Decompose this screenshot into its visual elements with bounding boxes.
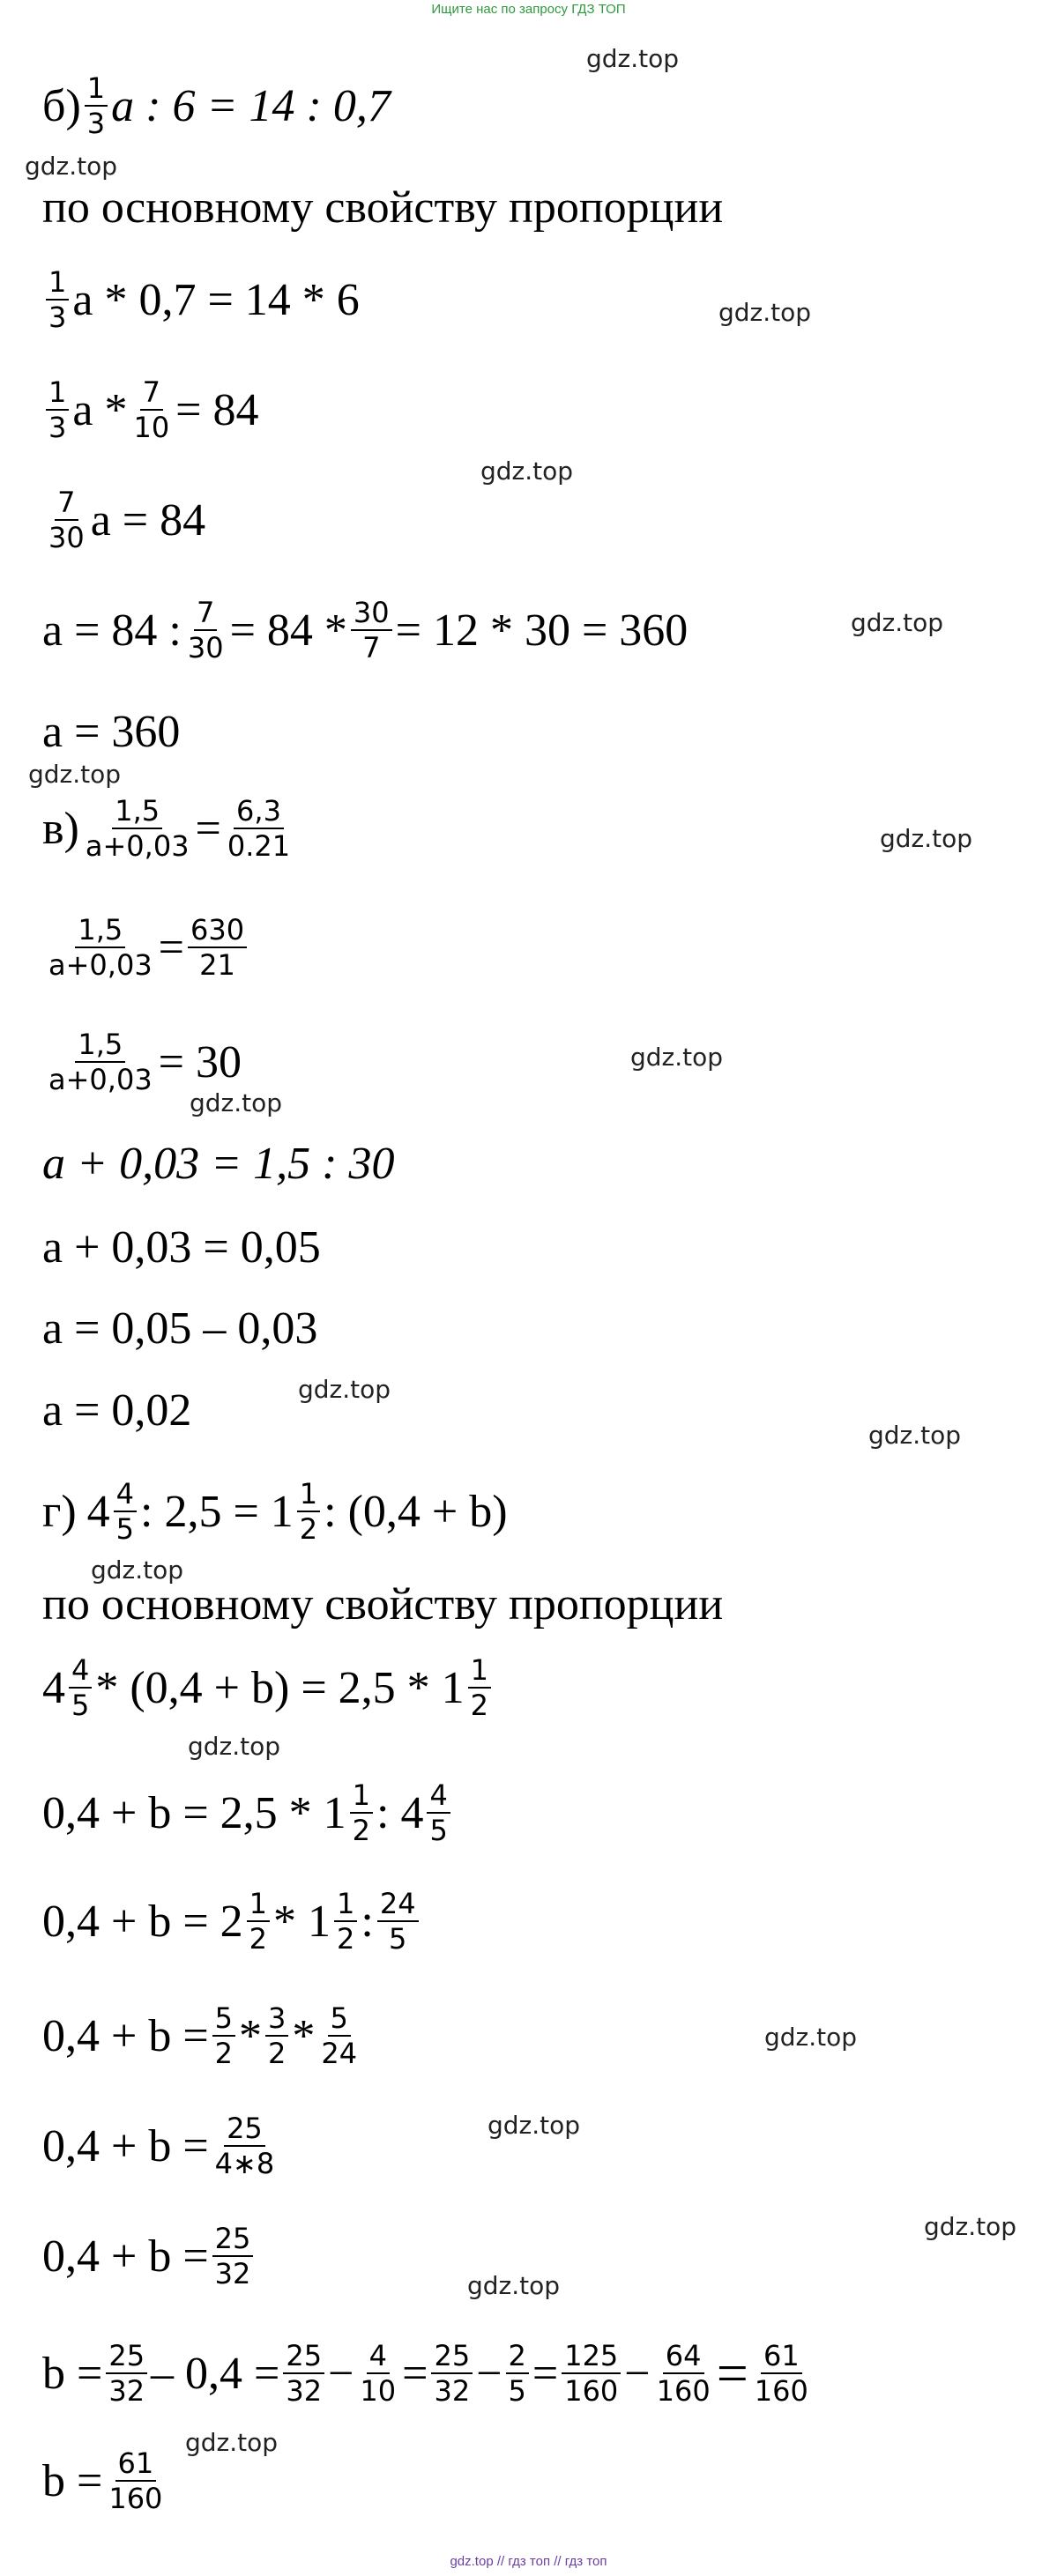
watermark: gdz.top — [630, 1043, 724, 1072]
expression: 0,4 + b = 2,5 * 1 — [42, 1787, 346, 1838]
g-line-8 — [42, 2334, 815, 2413]
fraction: $\frac{1}{3}$ — [46, 265, 69, 334]
v-line-3 — [42, 1022, 242, 1102]
fraction: $\frac{1}{3}$ — [85, 71, 108, 140]
text: по основному свойству пропорции — [42, 182, 724, 233]
b-line-1 — [42, 66, 391, 145]
g-line-5 — [42, 1996, 363, 2075]
equals: = — [158, 922, 184, 973]
operator: − — [624, 2348, 651, 2399]
fraction: $\frac{4}{5}$ — [69, 1653, 92, 1722]
fraction: $\frac{30}{7}$ — [351, 596, 392, 664]
operator: − — [476, 2348, 502, 2399]
watermark: gdz.top — [91, 1555, 184, 1585]
fraction: $\frac{24}{5}$ — [377, 1887, 419, 1956]
fraction: $\frac{6,3}{0.21}$ — [227, 794, 291, 863]
watermark: gdz.top — [298, 1375, 391, 1404]
fraction: $\frac{25}{32}$ — [431, 2339, 473, 2408]
expression: a + 0,03 = 0,05 — [42, 1221, 321, 1273]
expression: a = 0,02 — [42, 1385, 192, 1436]
watermark: gdz.top — [880, 824, 973, 853]
expression: 0,4 + b = — [42, 2231, 209, 2282]
top-banner[interactable]: Ищите нас по запросу ГДЗ ТОП — [431, 2, 626, 17]
fraction: $\frac{1}{3}$ — [46, 375, 69, 444]
v-line-7 — [42, 1370, 191, 1450]
watermark: gdz.top — [480, 457, 574, 486]
fraction: $\frac{1,5}{a+0,03}$ — [48, 913, 153, 982]
fraction: $\frac{1}{2}$ — [350, 1778, 373, 1847]
fraction: $\frac{7}{10}$ — [133, 375, 170, 444]
fraction: $\frac{5}{2}$ — [212, 2001, 235, 2070]
b-line-4 — [42, 480, 205, 560]
expression: : (0,4 + b) — [324, 1486, 508, 1537]
fraction: $\frac{25}{32}$ — [212, 2222, 254, 2290]
watermark: gdz.top — [764, 2023, 858, 2052]
watermark: gdz.top — [718, 298, 812, 327]
expression: : 2,5 = 1 — [140, 1486, 294, 1537]
watermark: gdz.top — [924, 2212, 1017, 2241]
watermark: gdz.top — [190, 1088, 283, 1117]
watermark: gdz.top — [586, 44, 680, 73]
g-line-4 — [42, 1882, 422, 1961]
b-line-6 — [42, 692, 180, 771]
g-line-6 — [42, 2106, 280, 2186]
watermark: gdz.top — [188, 1732, 281, 1761]
watermark: gdz.top — [185, 2428, 279, 2457]
g-line-1 — [42, 1472, 508, 1551]
text: по основному свойству пропорции — [42, 1578, 724, 1629]
v-line-5 — [42, 1207, 321, 1287]
b-property-text — [42, 167, 723, 247]
fraction: $\frac{1,5}{a+0,03}$ — [48, 1028, 153, 1096]
expression: a = 84 — [90, 494, 206, 546]
expression: = 12 * 30 = 360 — [395, 605, 689, 656]
fraction: $\frac{5}{24}$ — [321, 2001, 358, 2070]
expression: * 1 — [273, 1896, 331, 1947]
fraction: $\frac{1}{2}$ — [247, 1887, 270, 1956]
fraction: $\frac{7}{30}$ — [187, 596, 224, 664]
expression: a * 0,7 = 14 * 6 — [72, 274, 360, 325]
g-property-text — [42, 1564, 723, 1644]
expression: a = 84 : — [42, 605, 182, 656]
fraction: $\frac{1}{2}$ — [334, 1887, 357, 1956]
fraction: $\frac{125}{160}$ — [562, 2339, 621, 2408]
fraction: $\frac{3}{2}$ — [265, 2001, 288, 2070]
operator: − — [328, 2348, 354, 2399]
watermark: gdz.top — [467, 2271, 561, 2300]
footer-links[interactable]: gdz.top // гдз топ // гдз топ — [450, 2554, 607, 2569]
fraction: $\frac{1}{2}$ — [297, 1477, 320, 1546]
expression: a = 0,05 – 0,03 — [42, 1303, 318, 1354]
whole-number: 4 — [86, 1486, 110, 1537]
whole-number: 4 — [42, 1662, 65, 1713]
fraction: $\frac{2}{5}$ — [506, 2339, 529, 2408]
fraction: $\frac{25}{32}$ — [106, 2339, 147, 2408]
equals: = — [532, 2348, 559, 2399]
expression: a * — [72, 384, 128, 435]
v-line-4 — [42, 1124, 395, 1203]
expression: = 84 — [175, 384, 259, 435]
v-line-6 — [42, 1288, 317, 1368]
fraction: $\frac{1}{2}$ — [468, 1653, 491, 1722]
expression: 0,4 + b = — [42, 2010, 209, 2061]
equals: = — [402, 2348, 428, 2399]
b-line-2 — [42, 260, 360, 339]
expression: 0,4 + b = — [42, 2120, 209, 2171]
equals: = — [195, 803, 221, 854]
expression: b = — [42, 2455, 103, 2506]
expression: b = — [42, 2348, 103, 2399]
expression: = 84 * — [229, 605, 347, 656]
fraction: $\frac{630}{21}$ — [188, 913, 247, 982]
v-line-2 — [42, 908, 250, 987]
watermark: gdz.top — [851, 608, 944, 637]
fraction: $\frac{64}{160}$ — [656, 2339, 711, 2408]
v-line-1 — [42, 789, 296, 868]
expression: * (0,4 + b) = 2,5 * 1 — [95, 1662, 465, 1713]
g-line-3 — [42, 1773, 454, 1852]
expression: = 30 — [158, 1036, 242, 1088]
equals: = — [716, 2342, 748, 2404]
fraction: $\frac{7}{30}$ — [48, 486, 85, 554]
part-label: б) — [42, 80, 81, 131]
expression: – 0,4 = — [151, 2348, 280, 2399]
expression: a + 0,03 = 1,5 : 30 — [42, 1138, 395, 1189]
b-line-5 — [42, 590, 688, 670]
expression: : 4 — [376, 1787, 424, 1838]
g-line-7 — [42, 2216, 257, 2296]
b-line-3 — [42, 370, 259, 449]
watermark: gdz.top — [868, 1421, 962, 1450]
fraction: $\frac{4}{5}$ — [427, 1778, 450, 1847]
fraction: $\frac{4}{10}$ — [360, 2339, 397, 2408]
fraction: $\frac{61}{160}$ — [754, 2339, 808, 2408]
fraction: $\frac{61}{160}$ — [108, 2446, 163, 2515]
fraction: $\frac{25}{32}$ — [283, 2339, 324, 2408]
fraction: $\frac{1,5}{a+0,03}$ — [85, 794, 190, 863]
part-label: г) — [42, 1486, 77, 1537]
operator: * — [239, 2010, 263, 2061]
fraction: $\frac{4}{5}$ — [114, 1477, 137, 1546]
expression: a : 6 = 14 : 0,7 — [111, 80, 391, 131]
watermark: gdz.top — [25, 152, 118, 181]
operator: * — [292, 2010, 316, 2061]
fraction: $\frac{25}{4∗8}$ — [214, 2112, 275, 2180]
expression: a = 360 — [42, 706, 181, 757]
watermark: gdz.top — [28, 760, 122, 789]
g-line-9 — [42, 2441, 168, 2520]
expression: 0,4 + b = 2 — [42, 1896, 243, 1947]
g-line-2 — [42, 1648, 495, 1727]
expression: : — [361, 1896, 374, 1947]
watermark: gdz.top — [488, 2111, 581, 2140]
part-label: в) — [42, 803, 79, 854]
